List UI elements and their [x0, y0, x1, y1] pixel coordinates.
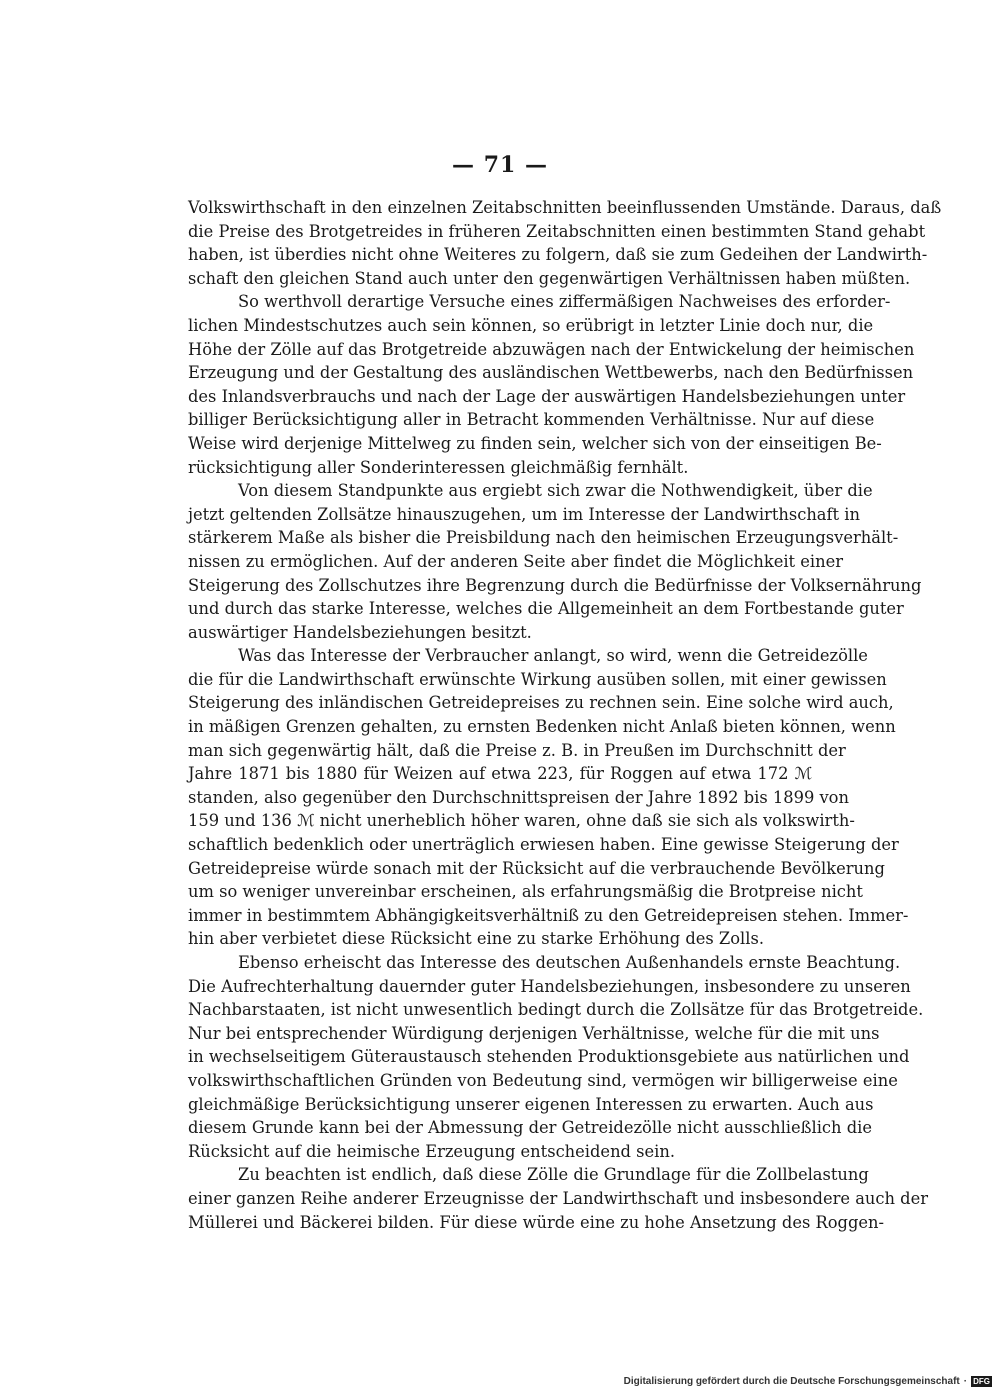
paragraph: [188, 951, 924, 1163]
text-line: einer ganzen Reihe anderer Erzeugnisse der Landwirthschaft und insbesondere auch der: [188, 1188, 929, 1208]
paragraph: [188, 644, 909, 951]
text-line: in wechselseitigem Güteraustausch stehenden Produktionsgebiete aus natürlichen und: [188, 1047, 910, 1067]
text-line: Weise wird derjenige Mittelweg zu finden sein, welcher sich von der einseitigen Be-: [188, 433, 882, 453]
digitization-footer: Digitalisierung gefördert durch die Deutsche Forschungsgemeinschaft · DFG: [623, 1376, 990, 1387]
text-line: Steigerung des Zollschutzes ihre Begrenzung durch die Bedürfnisse der Volksernährung: [188, 575, 922, 595]
text-line: lichen Mindestschutzes auch sein können, so erübrigt in letzter Linie doch nur, die: [188, 315, 874, 335]
text-line: Die Aufrechterhaltung dauernder guter Handelsbeziehungen, insbesondere zu unseren: [188, 976, 911, 996]
text-line: die für die Landwirthschaft erwünschte Wirkung ausüben sollen, mit einer gewissen: [188, 669, 887, 689]
text-line: stärkerem Maße als bisher die Preisbildung nach den heimischen Erzeugungsverhält-: [188, 528, 899, 548]
text-line: So werthvoll derartige Versuche eines ziffermäßigen Nachweises des erforder-: [238, 292, 891, 312]
text-line: Volkswirthschaft in den einzelnen Zeitabschnitten beeinflussenden Umstände. Daraus, daß: [188, 198, 942, 217]
text-line: Zu beachten ist endlich, daß diese Zölle die Grundlage für die Zollbelastung: [238, 1165, 869, 1185]
text-line: Was das Interesse der Verbraucher anlangt, so wird, wenn die Getreidezölle: [238, 646, 868, 666]
text-line: schaft den gleichen Stand auch unter den gegenwärtigen Verhältnissen haben müßten.: [188, 268, 911, 288]
text-line: 159 und 136 ℳ nicht unerheblich höher waren, ohne daß sie sich als volkswirth-: [188, 811, 855, 831]
text-line: immer in bestimmtem Abhängigkeitsverhältniß zu den Getreidepreisen stehen. Immer-: [188, 905, 909, 925]
text-line: auswärtiger Handelsbeziehungen besitzt.: [188, 622, 532, 642]
text-line: Rücksicht auf die heimische Erzeugung entscheidend sein.: [188, 1141, 676, 1161]
text-line: Steigerung des inländischen Getreidepreises zu rechnen sein. Eine solche wird auch,: [188, 693, 894, 713]
paragraph: [188, 196, 942, 290]
text-line: rücksichtigung aller Sonderinteressen gleichmäßig fernhält.: [188, 457, 689, 477]
text-line: volkswirthschaftlichen Gründen von Bedeutung sind, vermögen wir billigerweise eine: [188, 1070, 898, 1090]
text-line: Höhe der Zölle auf das Brotgetreide abzuwägen nach der Entwickelung der heimischen: [188, 339, 915, 359]
text-line: in mäßigen Grenzen gehalten, zu ernsten Bedenken nicht Anlaß bieten können, wenn: [188, 717, 896, 737]
text-line: Von diesem Standpunkte aus ergiebt sich zwar die Nothwendigkeit, über die: [238, 481, 873, 501]
dfg-logo: DFG: [973, 1377, 990, 1386]
text-line: Müllerei und Bäckerei bilden. Für diese würde eine zu hohe Ansetzung des Roggen-: [188, 1212, 885, 1232]
text-body: [188, 196, 942, 1234]
text-line: die Preise des Brotgetreides in früheren Zeitabschnitten einen bestimmten Stand gehabt: [188, 221, 926, 241]
text-line: diesem Grunde kann bei der Abmessung der Getreidezölle nicht ausschließlich die: [188, 1118, 872, 1138]
text-line: um so weniger unvereinbar erscheinen, als erfahrungsmäßig die Brotpreise nicht: [188, 882, 863, 902]
footer-credit-text: Digitalisierung gefördert durch die Deutsche Forschungsgemeinschaft: [623, 1376, 960, 1387]
paragraph: [188, 479, 922, 644]
text-line: schaftlich bedenklich oder unerträglich erwiesen haben. Eine gewisse Steigerung der: [188, 835, 899, 855]
text-line: hin aber verbietet diese Rücksicht eine zu starke Erhöhung des Zolls.: [188, 929, 764, 949]
text-line: jetzt geltenden Zollsätze hinauszugehen, um im Interesse der Landwirthschaft in: [188, 504, 860, 524]
text-line: standen, also gegenüber den Durchschnittspreisen der Jahre 1892 bis 1899 von: [188, 787, 849, 807]
text-line: gleichmäßige Berücksichtigung unserer eigenen Interessen zu erwarten. Auch aus: [188, 1094, 874, 1114]
page-number: — 71 —: [452, 152, 548, 178]
paragraph: [188, 1163, 929, 1234]
text-line: man sich gegenwärtig hält, daß die Preise z. B. in Preußen im Durchschnitt der: [188, 740, 846, 760]
text-line: Jahre 1871 bis 1880 für Weizen auf etwa 223, für Roggen auf etwa 172 ℳ: [188, 764, 812, 784]
text-line: Getreidepreise würde sonach mit der Rücksicht auf die verbrauchende Bevölkerung: [188, 858, 885, 878]
text-line: Nachbarstaaten, ist nicht unwesentlich bedingt durch die Zollsätze für das Brotgetreide.: [188, 1000, 924, 1020]
text-line: Nur bei entsprechender Würdigung derjenigen Verhältnisse, welche für die mit uns: [188, 1023, 880, 1043]
text-line: des Inlandsverbrauchs und nach der Lage der auswärtigen Handelsbeziehungen unter: [188, 386, 906, 406]
text-line: Erzeugung und der Gestaltung des ausländischen Wettbewerbs, nach den Bedürfnissen: [188, 363, 914, 383]
text-line: nissen zu ermöglichen. Auf der anderen Seite aber findet die Möglichkeit einer: [188, 551, 844, 571]
paragraph: [188, 290, 915, 479]
text-line: und durch das starke Interesse, welches die Allgemeinheit an dem Fortbestande guter: [188, 599, 904, 619]
text-line: billiger Berücksichtigung aller in Betracht kommenden Verhältnisse. Nur auf diese: [188, 410, 875, 430]
text-line: Ebenso erheischt das Interesse des deutschen Außenhandels ernste Beachtung.: [238, 953, 901, 972]
text-line: haben, ist überdies nicht ohne Weiteres zu folgern, daß sie zum Gedeihen der Landwirth-: [188, 245, 928, 265]
